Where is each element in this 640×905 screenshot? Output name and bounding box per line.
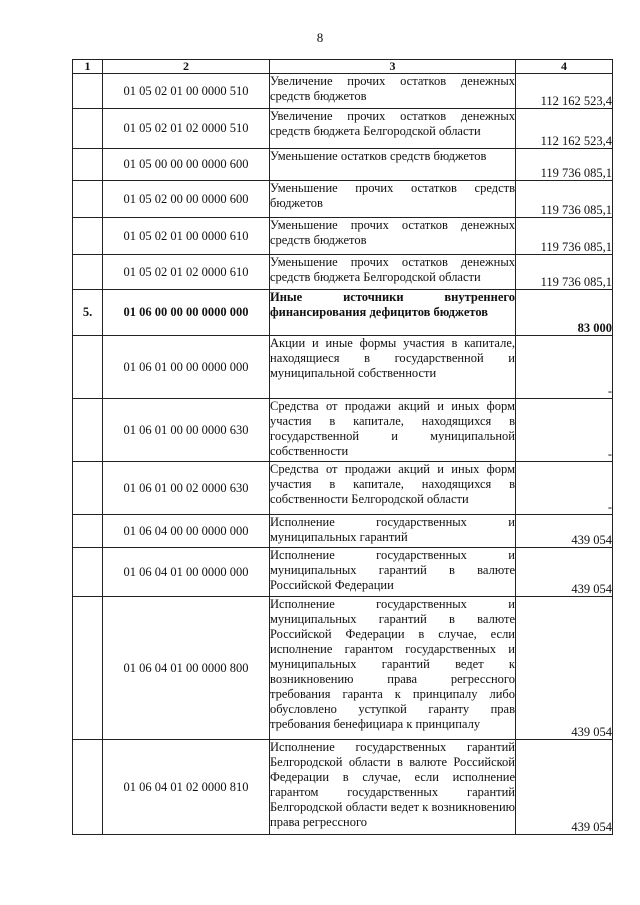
table-row	[73, 149, 613, 181]
row-number-cell	[73, 149, 103, 181]
table-row	[73, 740, 613, 835]
budget-code-cell: 01 05 02 01 02 0000 610	[103, 255, 270, 290]
description-cell: Увеличение прочих остатков денежных средств бюджетов	[270, 74, 516, 109]
amount-cell: 439 054	[516, 597, 613, 740]
budget-code-cell: 01 06 04 01 02 0000 810	[103, 740, 270, 835]
description-cell: Увеличение прочих остатков денежных средств бюджета Белгородской области	[270, 109, 516, 149]
description-cell: Исполнение государственных и муниципальных гарантий в валюте Российской Федерации	[270, 548, 516, 597]
budget-code-cell: 01 06 04 00 00 0000 000	[103, 515, 270, 548]
amount-cell: 439 054	[516, 740, 613, 835]
budget-code-cell: 01 06 04 01 00 0000 800	[103, 597, 270, 740]
description-cell: Акции и иные формы участия в капитале, находящиеся в государственной и муниципальной собственности	[270, 336, 516, 399]
amount-cell: 119 736 085,1	[516, 218, 613, 255]
row-number-cell	[73, 515, 103, 548]
amount-cell: 112 162 523,4	[516, 74, 613, 109]
budget-code-cell: 01 06 01 00 02 0000 630	[103, 462, 270, 515]
description-cell: Средства от продажи акций и иных форм участия в капитале, находящихся в государственной и муниципальной собственности	[270, 399, 516, 462]
header-row	[73, 60, 613, 74]
row-number-cell	[73, 399, 103, 462]
description-cell: Исполнение государственных и муниципальных гарантий в валюте Российской Федерации в случае, если исполнение гарантом государственных и муниципальных гарантий ведет к возникновению права регрессного требования гаранта к принципалу либо обусловлено уступкой гаранту прав требования бенефициара к принципалу	[270, 597, 516, 740]
budget-code-cell: 01 06 00 00 00 0000 000	[103, 290, 270, 336]
amount-cell: 439 054	[516, 515, 613, 548]
amount-cell: -	[516, 336, 613, 399]
table-row	[73, 290, 613, 336]
row-number-cell	[73, 109, 103, 149]
row-number-cell	[73, 74, 103, 109]
amount-cell: 439 054	[516, 548, 613, 597]
description-cell: Исполнение государственных и муниципальных гарантий	[270, 515, 516, 548]
row-number-cell	[73, 597, 103, 740]
budget-code-cell: 01 05 02 01 02 0000 510	[103, 109, 270, 149]
description-cell: Средства от продажи акций и иных форм участия в капитале, находящихся в собственности Белгородской области	[270, 462, 516, 515]
description-cell: Уменьшение прочих остатков средств бюджетов	[270, 181, 516, 218]
description-cell: Уменьшение остатков средств бюджетов	[270, 149, 516, 181]
budget-code-cell: 01 06 01 00 00 0000 630	[103, 399, 270, 462]
row-number-cell	[73, 255, 103, 290]
row-number-cell	[73, 548, 103, 597]
table-row	[73, 109, 613, 149]
amount-cell: 119 736 085,1	[516, 255, 613, 290]
amount-cell: 119 736 085,1	[516, 181, 613, 218]
budget-code-cell: 01 05 00 00 00 0000 600	[103, 149, 270, 181]
header-cell-1: 1	[73, 60, 103, 74]
page-number: 8	[316, 30, 324, 45]
table-row	[73, 462, 613, 515]
amount-cell: -	[516, 399, 613, 462]
description-cell: Уменьшение прочих остатков денежных средств бюджета Белгородской области	[270, 255, 516, 290]
table-row	[73, 399, 613, 462]
table-row	[73, 336, 613, 399]
table-row	[73, 255, 613, 290]
budget-code-cell: 01 05 02 01 00 0000 610	[103, 218, 270, 255]
amount-cell: 119 736 085,1	[516, 149, 613, 181]
budget-code-cell: 01 06 04 01 00 0000 000	[103, 548, 270, 597]
description-cell: Иные источники внутреннего финансирования дефицитов бюджетов	[270, 290, 516, 336]
header-cell-3: 3	[270, 60, 516, 74]
header-cell-2: 2	[103, 60, 270, 74]
table-row	[73, 597, 613, 740]
row-number-cell	[73, 218, 103, 255]
budget-code-cell: 01 06 01 00 00 0000 000	[103, 336, 270, 399]
amount-cell: -	[516, 462, 613, 515]
row-number-cell	[73, 462, 103, 515]
row-number-cell	[73, 181, 103, 218]
table-row	[73, 548, 613, 597]
budget-code-cell: 01 05 02 01 00 0000 510	[103, 74, 270, 109]
row-number-cell	[73, 336, 103, 399]
row-number-cell: 5.	[73, 290, 103, 336]
amount-cell: 112 162 523,4	[516, 109, 613, 149]
budget-sources-table	[72, 59, 613, 835]
table-row	[73, 74, 613, 109]
description-cell: Исполнение государственных гарантий Белгородской области в валюте Российской Федерации в случае, если исполнение гарантом государственных гарантий Белгородской области ведет к возникновению права регрессного	[270, 740, 516, 835]
description-cell: Уменьшение прочих остатков денежных средств бюджетов	[270, 218, 516, 255]
table-row	[73, 515, 613, 548]
row-number-cell	[73, 740, 103, 835]
amount-cell: 83 000	[516, 290, 613, 336]
budget-code-cell: 01 05 02 00 00 0000 600	[103, 181, 270, 218]
table-row	[73, 218, 613, 255]
header-cell-4: 4	[516, 60, 613, 74]
table-row	[73, 181, 613, 218]
